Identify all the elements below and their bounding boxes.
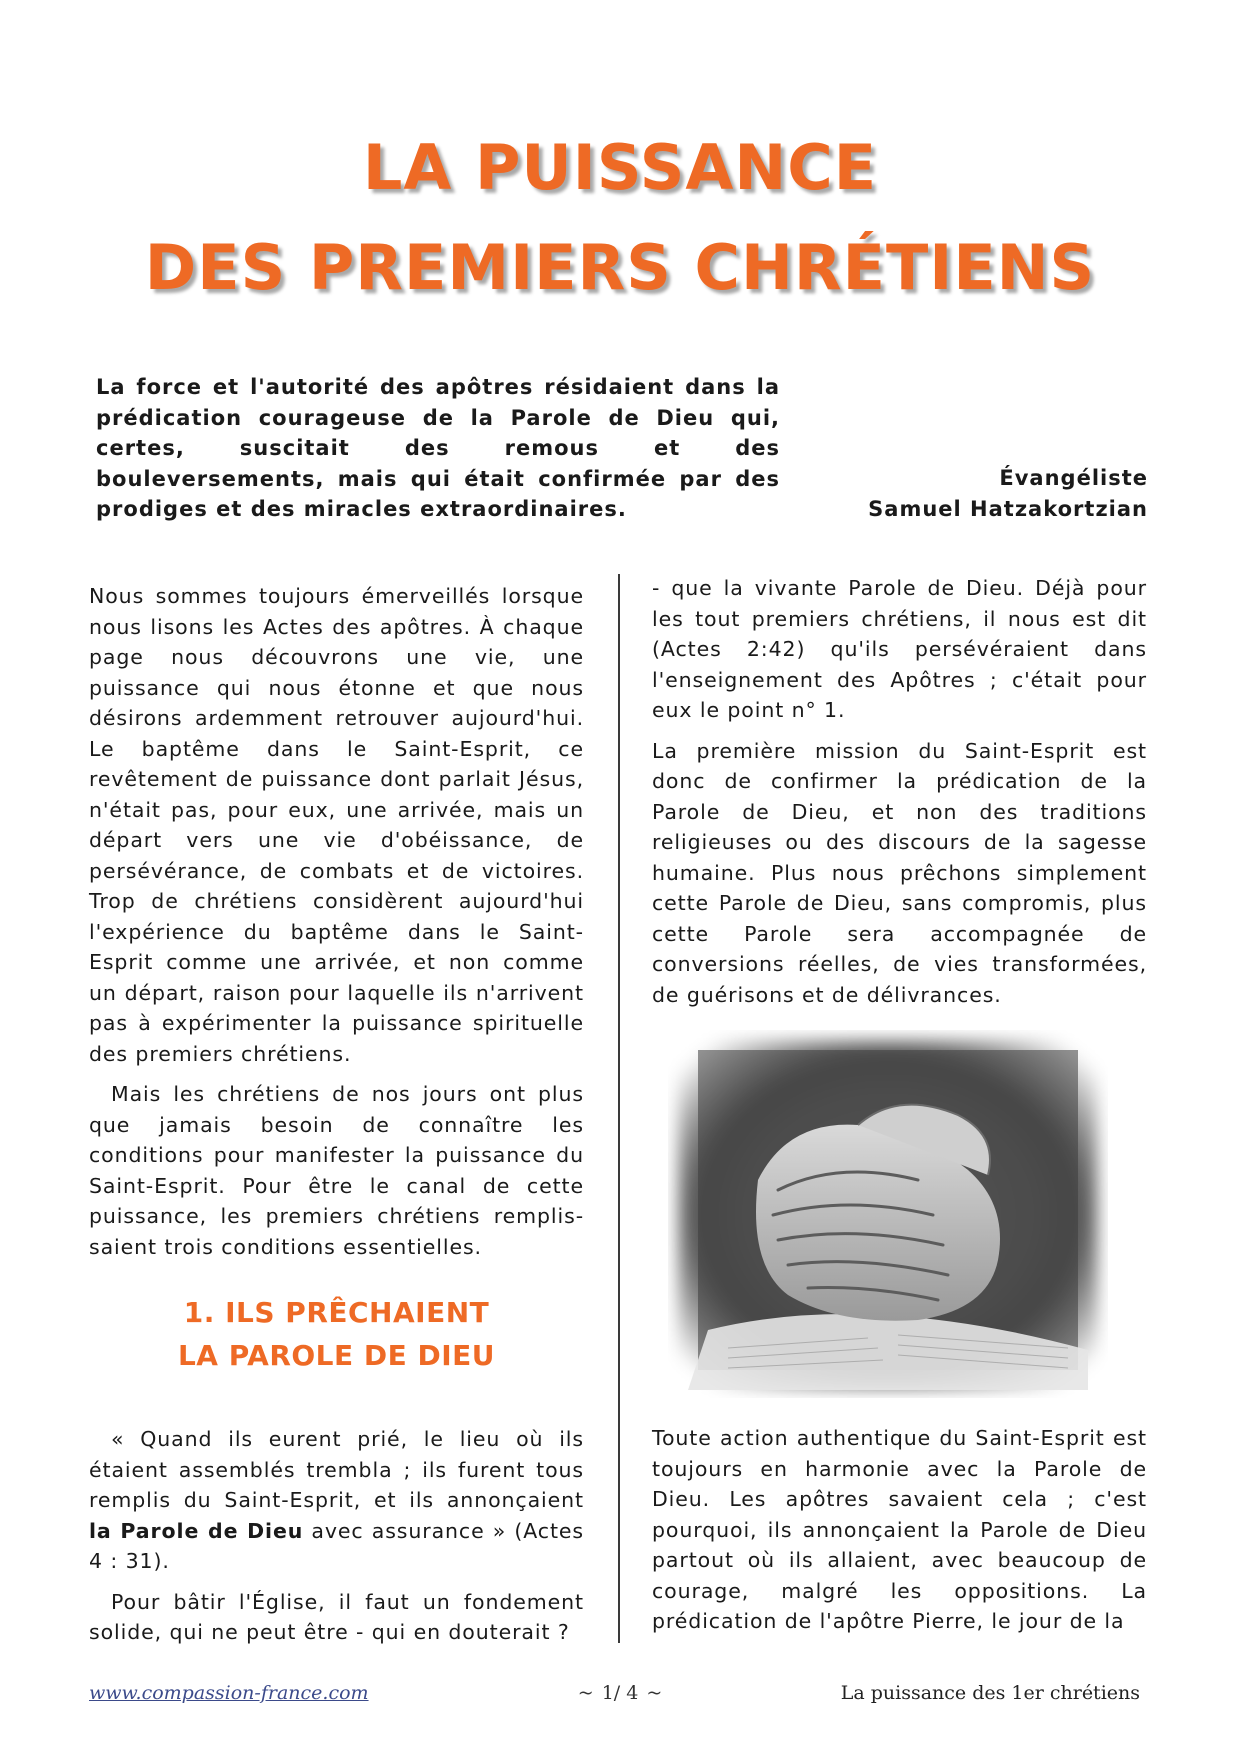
footer-document-title: La puissance des 1er chrétiens xyxy=(840,1682,1140,1704)
left-bottom-paragraph: Pour bâtir l'Église, il faut un fondement solide, qui ne peut être - qui en douterait ? xyxy=(89,1589,584,1644)
author-block xyxy=(868,463,1148,524)
right-paragraph-2: La première mission du Saint-Esprit est donc de confirmer la prédication de la Parole de Dieu, et non des traditions religieuses ou des discours de la sagesse humaine. Plus nous prêchons simplement cette Parole de Dieu, sans compromis, plus cette Parole sera accompagnée de conversions réelles, de vies transformées, de guérisons et de délivrances. xyxy=(652,738,1147,1007)
page-title xyxy=(0,118,1240,318)
praying-hands-photo xyxy=(668,1030,1108,1398)
praying-hands-image xyxy=(668,1030,1108,1398)
right-column xyxy=(652,573,1147,1020)
quote-text-bold: la Parole de Dieu xyxy=(89,1518,304,1543)
column-divider xyxy=(618,574,620,1643)
page-tilde-left: ~ xyxy=(577,1682,594,1704)
scripture-quote xyxy=(89,1424,584,1577)
title-line-2: DES PREMIERS CHRÉTIENS xyxy=(144,231,1096,304)
quote-text-end: avec assurance » (Actes 4 : 31). xyxy=(89,1518,584,1573)
author-role: Évangéliste xyxy=(999,466,1148,490)
left-column-bottom xyxy=(89,1424,584,1658)
left-paragraph-2: Mais les chrétiens de nos jours ont plus que jamais besoin de connaître les conditions pour manifester la puissance du Saint-Esprit. Pour être le canal de cette puissance, les premiers chrétiens remplis-saient trois conditions essentielles. xyxy=(89,1082,584,1259)
right-bottom-paragraph: Toute action authentique du Saint-Esprit est toujours en harmonie avec la Parole de Dieu. Les apôtres savaient cela ; c'est pourquoi, ils annonçaient la Parole de Dieu partout où ils allaient, avec beaucoup de courage, malgré les oppositions. La prédication de l'apôtre Pierre, le jour de la xyxy=(652,1426,1147,1633)
author-name: Samuel Hatzakortzian xyxy=(868,496,1148,521)
left-column xyxy=(89,581,584,1272)
lead-paragraph: La force et l'autorité des apôtres résidaient dans la prédication courageuse de la Parole de Dieu qui, certes, suscitait des remous et des bouleversements, mais qui était confirmée par des prodiges et des miracles extraordinaires. xyxy=(96,375,780,521)
page-tilde-right: ~ xyxy=(646,1682,663,1704)
website-link[interactable]: www.compassion-france.com xyxy=(89,1682,369,1704)
section-heading-line-2: LA PAROLE DE DIEU xyxy=(177,1339,496,1372)
quote-text-start: « Quand ils eurent prié, le lieu où ils étaient assemblés trembla ; ils furent tous remplis du Saint-Esprit, et ils annonçaient xyxy=(89,1427,584,1512)
section-heading xyxy=(89,1291,584,1377)
right-column-bottom xyxy=(652,1423,1147,1647)
right-paragraph-1: - que la vivante Parole de Dieu. Déjà pour les tout premiers chrétiens, il nous est dit (Actes 2:42) qu'ils persévéraient dans l'enseignement des Apôtres ; c'était pour eux le point n° 1. xyxy=(652,576,1147,722)
page-number-text: 1/ 4 xyxy=(601,1682,639,1704)
left-paragraph-1: Nous sommes toujours émerveillés lorsque nous lisons les Actes des apôtres. À chaque page nous découvrons une vie, une puissance qui nous étonne et que nous désirons ardemment retrouver aujourd'hui. Le baptême dans le Saint-Esprit, ce revêtement de puissance dont parlait Jésus, n'était pas, pour eux, une arrivée, mais un départ vers une vie d'obéissance, de persévérance, de combats et de victoires. Trop de chrétiens considèrent aujourd'hui l'expérience du baptême dans le Saint-Esprit comme une arrivée, et non comme un départ, raison pour laquelle ils n'arrivent pas à expérimenter la puissance spirituelle des premiers chrétiens. xyxy=(89,584,584,1066)
title-line-1: LA PUISSANCE xyxy=(362,131,878,204)
section-heading-line-1: 1. ILS PRÊCHAIENT xyxy=(183,1296,490,1329)
